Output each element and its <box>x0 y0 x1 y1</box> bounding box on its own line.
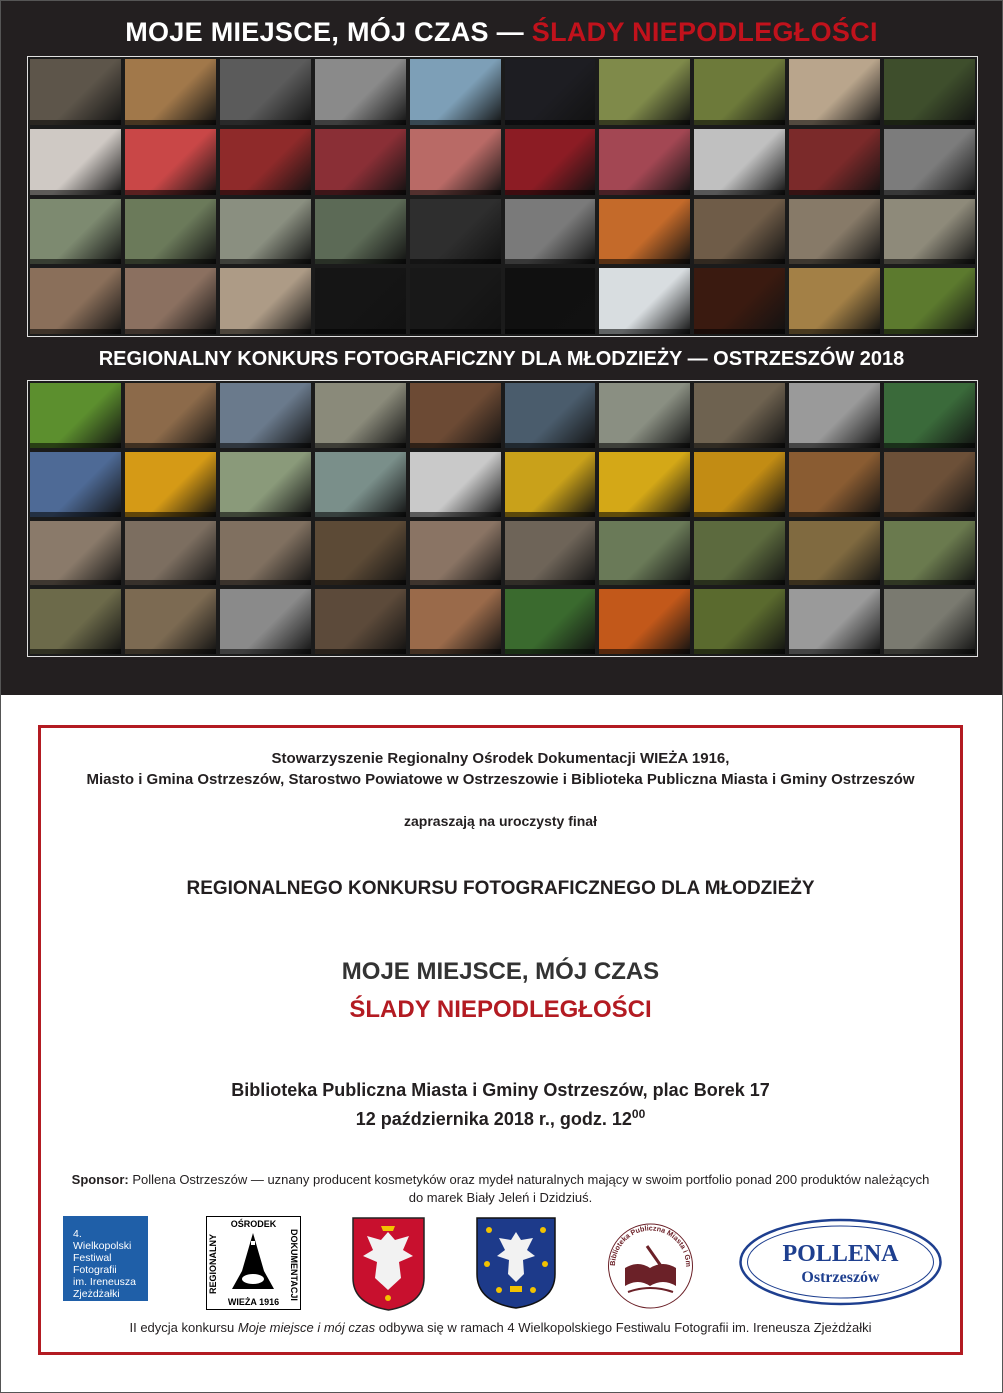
photo-caption-strip <box>30 512 121 517</box>
photo-caption-strip <box>884 443 975 448</box>
organizers-line-1: Stowarzyszenie Regionalny Ośrodek Dokumentacji WIEŻA 1916, <box>271 750 730 767</box>
footer-note <box>41 1320 960 1335</box>
photo-thumbnail <box>315 199 406 265</box>
photo-caption-strip <box>30 649 121 654</box>
photo-caption-strip <box>505 443 596 448</box>
festival-logo-line: Fotografii <box>73 1264 117 1276</box>
photo-thumbnail <box>694 129 785 195</box>
photo-thumbnail <box>410 589 501 654</box>
photo-caption-strip <box>599 649 690 654</box>
photo-caption-strip <box>30 259 121 264</box>
photo-caption-strip <box>505 329 596 334</box>
photo-caption-strip <box>599 580 690 585</box>
photo-thumbnail <box>315 521 406 586</box>
pollena-oval-icon <box>738 1216 943 1308</box>
venue-info <box>41 1078 960 1131</box>
photo-thumbnail <box>30 383 121 448</box>
photo-caption-strip <box>315 512 406 517</box>
photo-thumbnail <box>694 199 785 265</box>
rod-logo-top-text: OŚRODEK <box>230 1219 277 1229</box>
photo-thumbnail <box>30 589 121 654</box>
photo-thumbnail <box>884 521 975 586</box>
photo-thumbnail <box>599 268 690 334</box>
photo-caption-strip <box>30 329 121 334</box>
photo-caption-strip <box>220 190 311 195</box>
collage-subtitle: REGIONALNY KONKURS FOTOGRAFICZNY DLA MŁODZIEŻY — OSTRZESZÓW 2018 <box>98 348 905 370</box>
photo-grid-top <box>27 56 978 337</box>
photo-thumbnail <box>789 199 880 265</box>
photo-thumbnail <box>505 129 596 195</box>
photo-caption-strip <box>789 190 880 195</box>
photo-caption-strip <box>30 120 121 125</box>
photo-caption-strip <box>789 259 880 264</box>
photo-thumbnail <box>884 589 975 654</box>
photo-caption-strip <box>884 649 975 654</box>
photo-thumbnail <box>884 268 975 334</box>
photo-caption-strip <box>410 443 501 448</box>
photo-thumbnail <box>125 521 216 586</box>
festival-logo-line: Zjeżdżałki <box>73 1288 120 1300</box>
photo-caption-strip <box>884 512 975 517</box>
photo-thumbnail <box>694 59 785 125</box>
photo-thumbnail <box>30 129 121 195</box>
photo-thumbnail <box>315 268 406 334</box>
library-ring-text: Biblioteka Publiczna Miasta i Gm <box>607 1223 694 1268</box>
photo-caption-strip <box>789 120 880 125</box>
venue-address: Biblioteka Publiczna Miasta i Gminy Ostrzeszów, plac Borek 17 <box>231 1080 770 1100</box>
photo-caption-strip <box>789 649 880 654</box>
photo-thumbnail <box>505 199 596 265</box>
photo-grid-bottom <box>27 380 978 657</box>
photo-thumbnail <box>599 59 690 125</box>
photo-thumbnail <box>30 268 121 334</box>
photo-caption-strip <box>505 190 596 195</box>
photo-thumbnail <box>410 199 501 265</box>
county-shield-icon <box>475 1216 557 1310</box>
photo-thumbnail <box>125 129 216 195</box>
photo-caption-strip <box>884 259 975 264</box>
photo-thumbnail <box>220 383 311 448</box>
photo-caption-strip <box>884 329 975 334</box>
sponsor-text: Pollena Ostrzeszów — uznany producent kosmetyków oraz mydeł naturalnych mający w swoim portfolio ponad 200 produktów należących do marek Biały Jeleń i Dzidziuś. <box>132 1172 930 1205</box>
photo-thumbnail <box>30 452 121 517</box>
festival-logo <box>63 1216 148 1301</box>
photo-thumbnail <box>599 589 690 654</box>
photo-caption-strip <box>694 259 785 264</box>
photo-thumbnail <box>599 521 690 586</box>
photo-caption-strip <box>410 649 501 654</box>
photo-thumbnail <box>30 521 121 586</box>
sponsor-label: Sponsor: <box>71 1172 129 1187</box>
festival-logo-line: im. Ireneusza <box>73 1276 137 1288</box>
festival-logo-text <box>73 1228 136 1300</box>
photo-thumbnail <box>884 199 975 265</box>
photo-thumbnail <box>789 129 880 195</box>
photo-caption-strip <box>694 512 785 517</box>
photo-thumbnail <box>694 589 785 654</box>
photo-caption-strip <box>505 580 596 585</box>
rod-logo-bottom-text: WIEŻA 1916 <box>227 1297 280 1307</box>
sponsor-info <box>71 1171 930 1207</box>
photo-caption-strip <box>125 580 216 585</box>
photo-thumbnail <box>789 268 880 334</box>
photo-caption-strip <box>315 443 406 448</box>
photo-caption-strip <box>789 580 880 585</box>
photo-caption-strip <box>220 329 311 334</box>
photo-thumbnail <box>410 383 501 448</box>
photo-thumbnail <box>410 268 501 334</box>
photo-caption-strip <box>694 329 785 334</box>
photo-caption-strip <box>599 120 690 125</box>
festival-logo-line: Wielkopolski <box>73 1240 132 1252</box>
photo-thumbnail <box>125 268 216 334</box>
rod-wieza-logo <box>206 1216 301 1310</box>
ostrzeszow-coat-of-arms <box>351 1216 426 1312</box>
photo-caption-strip <box>220 649 311 654</box>
photo-caption-strip <box>30 190 121 195</box>
photo-thumbnail <box>410 59 501 125</box>
photo-thumbnail <box>410 521 501 586</box>
photo-caption-strip <box>125 649 216 654</box>
photo-thumbnail <box>694 521 785 586</box>
photo-thumbnail <box>220 59 311 125</box>
photo-thumbnail <box>220 589 311 654</box>
photo-thumbnail <box>410 129 501 195</box>
event-date-text: 12 października 2018 r., godz. 12 <box>355 1109 632 1129</box>
photo-caption-strip <box>694 443 785 448</box>
photo-thumbnail <box>410 452 501 517</box>
event-date <box>41 1102 960 1131</box>
photo-thumbnail <box>505 383 596 448</box>
pollena-name: POLLENA <box>782 1241 899 1267</box>
county-coat-of-arms <box>475 1216 557 1310</box>
photo-thumbnail <box>789 452 880 517</box>
photo-caption-strip <box>410 190 501 195</box>
event-title-line-2: ŚLADY NIEPODLEGŁOŚCI <box>349 996 652 1023</box>
photo-thumbnail <box>505 268 596 334</box>
photo-caption-strip <box>884 190 975 195</box>
photo-thumbnail <box>220 521 311 586</box>
photo-caption-strip <box>505 120 596 125</box>
photo-thumbnail <box>884 383 975 448</box>
photo-thumbnail <box>315 59 406 125</box>
tower-icon <box>224 1231 282 1295</box>
photo-caption-strip <box>410 120 501 125</box>
eagle-shield-icon <box>351 1216 426 1312</box>
photo-thumbnail <box>505 59 596 125</box>
photo-caption-strip <box>884 580 975 585</box>
photo-caption-strip <box>125 120 216 125</box>
event-title-line-1: MOJE MIEJSCE, MÓJ CZAS <box>341 958 660 985</box>
photo-caption-strip <box>220 580 311 585</box>
photo-caption-strip <box>505 649 596 654</box>
photo-caption-strip <box>315 190 406 195</box>
photo-thumbnail <box>694 268 785 334</box>
photo-caption-strip <box>599 329 690 334</box>
photo-caption-strip <box>884 120 975 125</box>
photo-caption-strip <box>125 190 216 195</box>
photo-thumbnail <box>505 521 596 586</box>
photo-caption-strip <box>125 259 216 264</box>
photo-thumbnail <box>220 199 311 265</box>
photo-caption-strip <box>505 512 596 517</box>
photo-caption-strip <box>599 259 690 264</box>
invitation-panel <box>38 725 963 1355</box>
photo-thumbnail <box>789 521 880 586</box>
collage-title <box>1 17 1002 48</box>
photo-thumbnail <box>125 383 216 448</box>
photo-thumbnail <box>125 589 216 654</box>
photo-caption-strip <box>315 120 406 125</box>
title-red-part: ŚLADY NIEPODLEGŁOŚCI <box>531 17 878 47</box>
photo-caption-strip <box>125 329 216 334</box>
festival-logo-line: Festiwal <box>73 1252 112 1264</box>
invite-text: zapraszają na uroczysty finał <box>404 813 597 829</box>
pollena-city: Ostrzeszów <box>801 1269 880 1286</box>
rod-logo-left-text: REGIONALNY <box>208 1234 218 1295</box>
photo-thumbnail <box>789 59 880 125</box>
photo-caption-strip <box>694 580 785 585</box>
photo-thumbnail <box>505 452 596 517</box>
photo-caption-strip <box>599 512 690 517</box>
photo-thumbnail <box>315 452 406 517</box>
photo-caption-strip <box>315 580 406 585</box>
photo-thumbnail <box>315 383 406 448</box>
photo-caption-strip <box>694 190 785 195</box>
rod-logo-right-text: DOKUMENTACJI <box>289 1229 299 1301</box>
contest-name: REGIONALNEGO KONKURSU FOTOGRAFICZNEGO DLA MŁODZIEŻY <box>186 878 815 899</box>
photo-caption-strip <box>315 259 406 264</box>
photo-caption-strip <box>125 512 216 517</box>
photo-caption-strip <box>410 329 501 334</box>
footer-italic: Moje miejsce i mój czas <box>237 1320 376 1335</box>
photo-thumbnail <box>789 589 880 654</box>
footer-post: odbywa się w ramach 4 Wielkopolskiego Festiwalu Fotografii im. Ireneusza Zjeżdżałki <box>375 1320 872 1335</box>
organizers <box>41 748 960 790</box>
photo-thumbnail <box>220 268 311 334</box>
photo-caption-strip <box>599 443 690 448</box>
photo-caption-strip <box>505 259 596 264</box>
photo-thumbnail <box>30 59 121 125</box>
svg-text:Biblioteka Publiczna Miasta i <box>603 1216 693 1267</box>
photo-caption-strip <box>694 649 785 654</box>
photo-thumbnail <box>125 199 216 265</box>
photo-caption-strip <box>410 259 501 264</box>
photo-caption-strip <box>315 649 406 654</box>
photo-thumbnail <box>884 452 975 517</box>
photo-caption-strip <box>315 329 406 334</box>
photo-caption-strip <box>220 512 311 517</box>
photo-thumbnail <box>599 199 690 265</box>
photo-thumbnail <box>315 129 406 195</box>
photo-thumbnail <box>220 452 311 517</box>
festival-logo-line: 4. <box>73 1228 82 1240</box>
photo-caption-strip <box>410 512 501 517</box>
photo-caption-strip <box>125 443 216 448</box>
photo-caption-strip <box>220 443 311 448</box>
photo-thumbnail <box>125 59 216 125</box>
photo-caption-strip <box>694 120 785 125</box>
library-book-icon <box>603 1216 698 1311</box>
photo-thumbnail <box>315 589 406 654</box>
photo-thumbnail <box>125 452 216 517</box>
photo-thumbnail <box>884 129 975 195</box>
photo-thumbnail <box>789 383 880 448</box>
footer-pre: II edycja konkursu <box>129 1320 238 1335</box>
photo-thumbnail <box>694 383 785 448</box>
event-time-minutes: 00 <box>631 1107 646 1121</box>
pollena-logo <box>738 1216 943 1308</box>
photo-thumbnail <box>505 589 596 654</box>
photo-thumbnail <box>599 383 690 448</box>
photo-thumbnail <box>599 452 690 517</box>
photo-caption-strip <box>789 443 880 448</box>
photo-thumbnail <box>599 129 690 195</box>
photo-thumbnail <box>30 199 121 265</box>
title-white-part: MOJE MIEJSCE, MÓJ CZAS — <box>125 17 524 47</box>
photo-thumbnail <box>694 452 785 517</box>
photo-caption-strip <box>30 580 121 585</box>
library-logo <box>603 1216 698 1311</box>
photo-caption-strip <box>220 259 311 264</box>
photo-caption-strip <box>599 190 690 195</box>
photo-collage-header <box>1 1 1002 695</box>
photo-caption-strip <box>789 512 880 517</box>
photo-caption-strip <box>30 443 121 448</box>
photo-caption-strip <box>220 120 311 125</box>
photo-caption-strip <box>789 329 880 334</box>
organizers-line-2: Miasto i Gmina Ostrzeszów, Starostwo Powiatowe w Ostrzeszowie i Biblioteka Publiczna Miasta i Gminy Ostrzeszów <box>86 771 915 788</box>
photo-thumbnail <box>220 129 311 195</box>
photo-thumbnail <box>884 59 975 125</box>
photo-caption-strip <box>410 580 501 585</box>
